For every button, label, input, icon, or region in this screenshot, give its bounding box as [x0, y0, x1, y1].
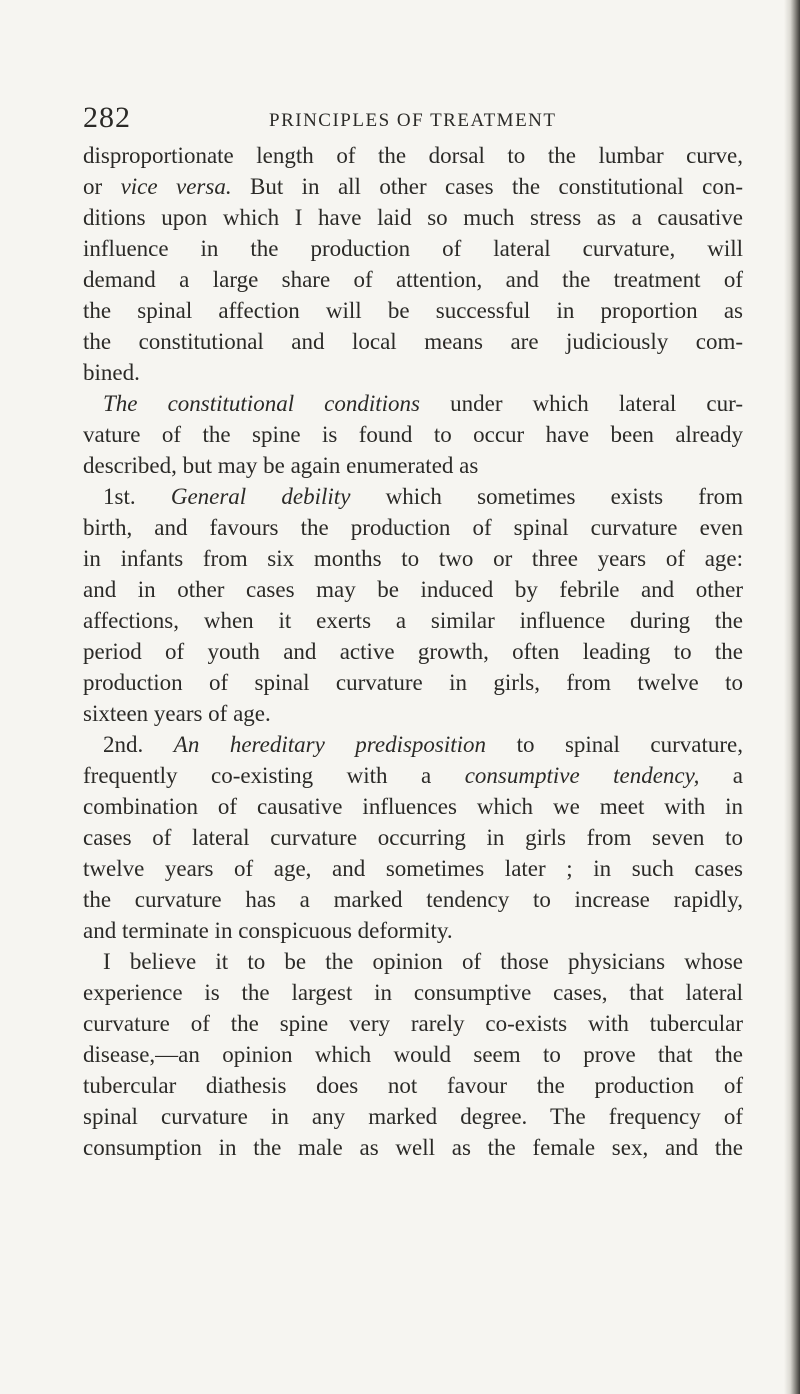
- text-span: consumption in the male as well as the female sex, and the: [83, 1135, 743, 1160]
- text-span: the curvature has a marked tendency to increase rapidly,: [83, 887, 743, 912]
- text-line: [83, 357, 743, 388]
- page-edge-shadow: [784, 0, 800, 1394]
- text-line: [83, 1132, 743, 1163]
- text-span: described, but may be again enumerated as: [83, 453, 479, 478]
- text-span: curvature of the spine very rarely co-exists with tubercular: [83, 1011, 743, 1036]
- text-line: [83, 264, 743, 295]
- text-span: 2nd.: [103, 732, 174, 757]
- italic-phrase: An hereditary predisposition: [173, 732, 487, 757]
- text-span: I believe it to be the opinion of those physicians whose: [103, 949, 743, 974]
- text-span: the spinal affection will be successful in proportion as: [83, 298, 743, 323]
- text-span: which sometimes exists from: [350, 484, 743, 509]
- text-span: birth, and favours the production of spinal curvature even: [83, 515, 743, 540]
- text-span: under which lateral cur-: [420, 391, 743, 416]
- text-span: ditions upon which I have laid so much stress as a causative: [83, 205, 743, 230]
- italic-phrase: consumptive tendency,: [464, 763, 700, 788]
- text-span: disproportionate length of the dorsal to the lumbar curve,: [83, 143, 743, 168]
- text-line: [83, 667, 743, 698]
- text-span: period of youth and active growth, often leading to the: [83, 639, 743, 664]
- text-span: 1st.: [103, 484, 171, 509]
- text-span: and in other cases may be induced by febrile and other: [83, 577, 743, 602]
- text-line: [83, 1101, 743, 1132]
- text-line: [103, 481, 743, 512]
- text-span: or: [83, 174, 121, 199]
- text-span: in infants from six months to two or three years of age:: [83, 546, 743, 571]
- page-header: [83, 98, 743, 138]
- text-span: production of spinal curvature in girls, from twelve to: [83, 670, 743, 695]
- text-line: [83, 233, 743, 264]
- text-span: cases of lateral curvature occurring in girls from seven to: [83, 825, 743, 850]
- italic-phrase: The constitutional conditions: [103, 391, 421, 416]
- text-line: [83, 977, 743, 1008]
- page-number: 282: [83, 101, 131, 134]
- text-line: [83, 202, 743, 233]
- text-line: [83, 171, 743, 202]
- text-line: [83, 636, 743, 667]
- text-line: [83, 1008, 743, 1039]
- text-line: [83, 574, 743, 605]
- text-line: [83, 791, 743, 822]
- text-line: [83, 295, 743, 326]
- text-line: [83, 884, 743, 915]
- text-line: [83, 419, 743, 450]
- text-span: sixteen years of age.: [83, 701, 271, 726]
- text-line: [83, 1070, 743, 1101]
- text-line: [83, 512, 743, 543]
- text-span: frequently co-existing with a: [83, 763, 465, 788]
- text-span: spinal curvature in any marked degree. The frequency of: [83, 1104, 743, 1129]
- text-span: combination of causative influences which we meet with in: [83, 794, 743, 819]
- running-head: PRINCIPLES OF TREATMENT: [269, 110, 557, 131]
- italic-phrase: vice versa.: [120, 174, 232, 199]
- text-line: [83, 326, 743, 357]
- text-span: influence in the production of lateral curvature, will: [83, 236, 743, 261]
- text-span: But in all other cases the constitutional con-: [231, 174, 743, 199]
- text-span: to spinal curvature,: [486, 732, 743, 757]
- text-line: [83, 543, 743, 574]
- text-line: [83, 450, 743, 481]
- text-line: [83, 698, 743, 729]
- text-line: [103, 729, 743, 760]
- text-line: [103, 946, 743, 977]
- text-span: experience is the largest in consumptive cases, that lateral: [83, 980, 743, 1005]
- text-line: [103, 388, 743, 419]
- text-span: tubercular diathesis does not favour the production of: [83, 1073, 743, 1098]
- text-span: bined.: [83, 360, 140, 385]
- text-line: [83, 760, 743, 791]
- text-line: [83, 853, 743, 884]
- text-span: demand a large share of attention, and the treatment of: [83, 267, 743, 292]
- text-line: [83, 915, 743, 946]
- text-span: affections, when it exerts a similar influence during the: [83, 608, 743, 633]
- text-span: and terminate in conspicuous deformity.: [83, 918, 453, 943]
- italic-phrase: General debility: [170, 484, 351, 509]
- text-line: [83, 822, 743, 853]
- text-span: twelve years of age, and sometimes later ; in such cases: [83, 856, 743, 881]
- text-span: disease,—an opinion which would seem to prove that the: [83, 1042, 743, 1067]
- text-line: [83, 1039, 743, 1070]
- text-span: a: [699, 763, 744, 788]
- text-line: [83, 605, 743, 636]
- text-span: the constitutional and local means are judiciously com-: [83, 329, 743, 354]
- text-line: [83, 140, 743, 171]
- text-span: vature of the spine is found to occur have been already: [83, 422, 743, 447]
